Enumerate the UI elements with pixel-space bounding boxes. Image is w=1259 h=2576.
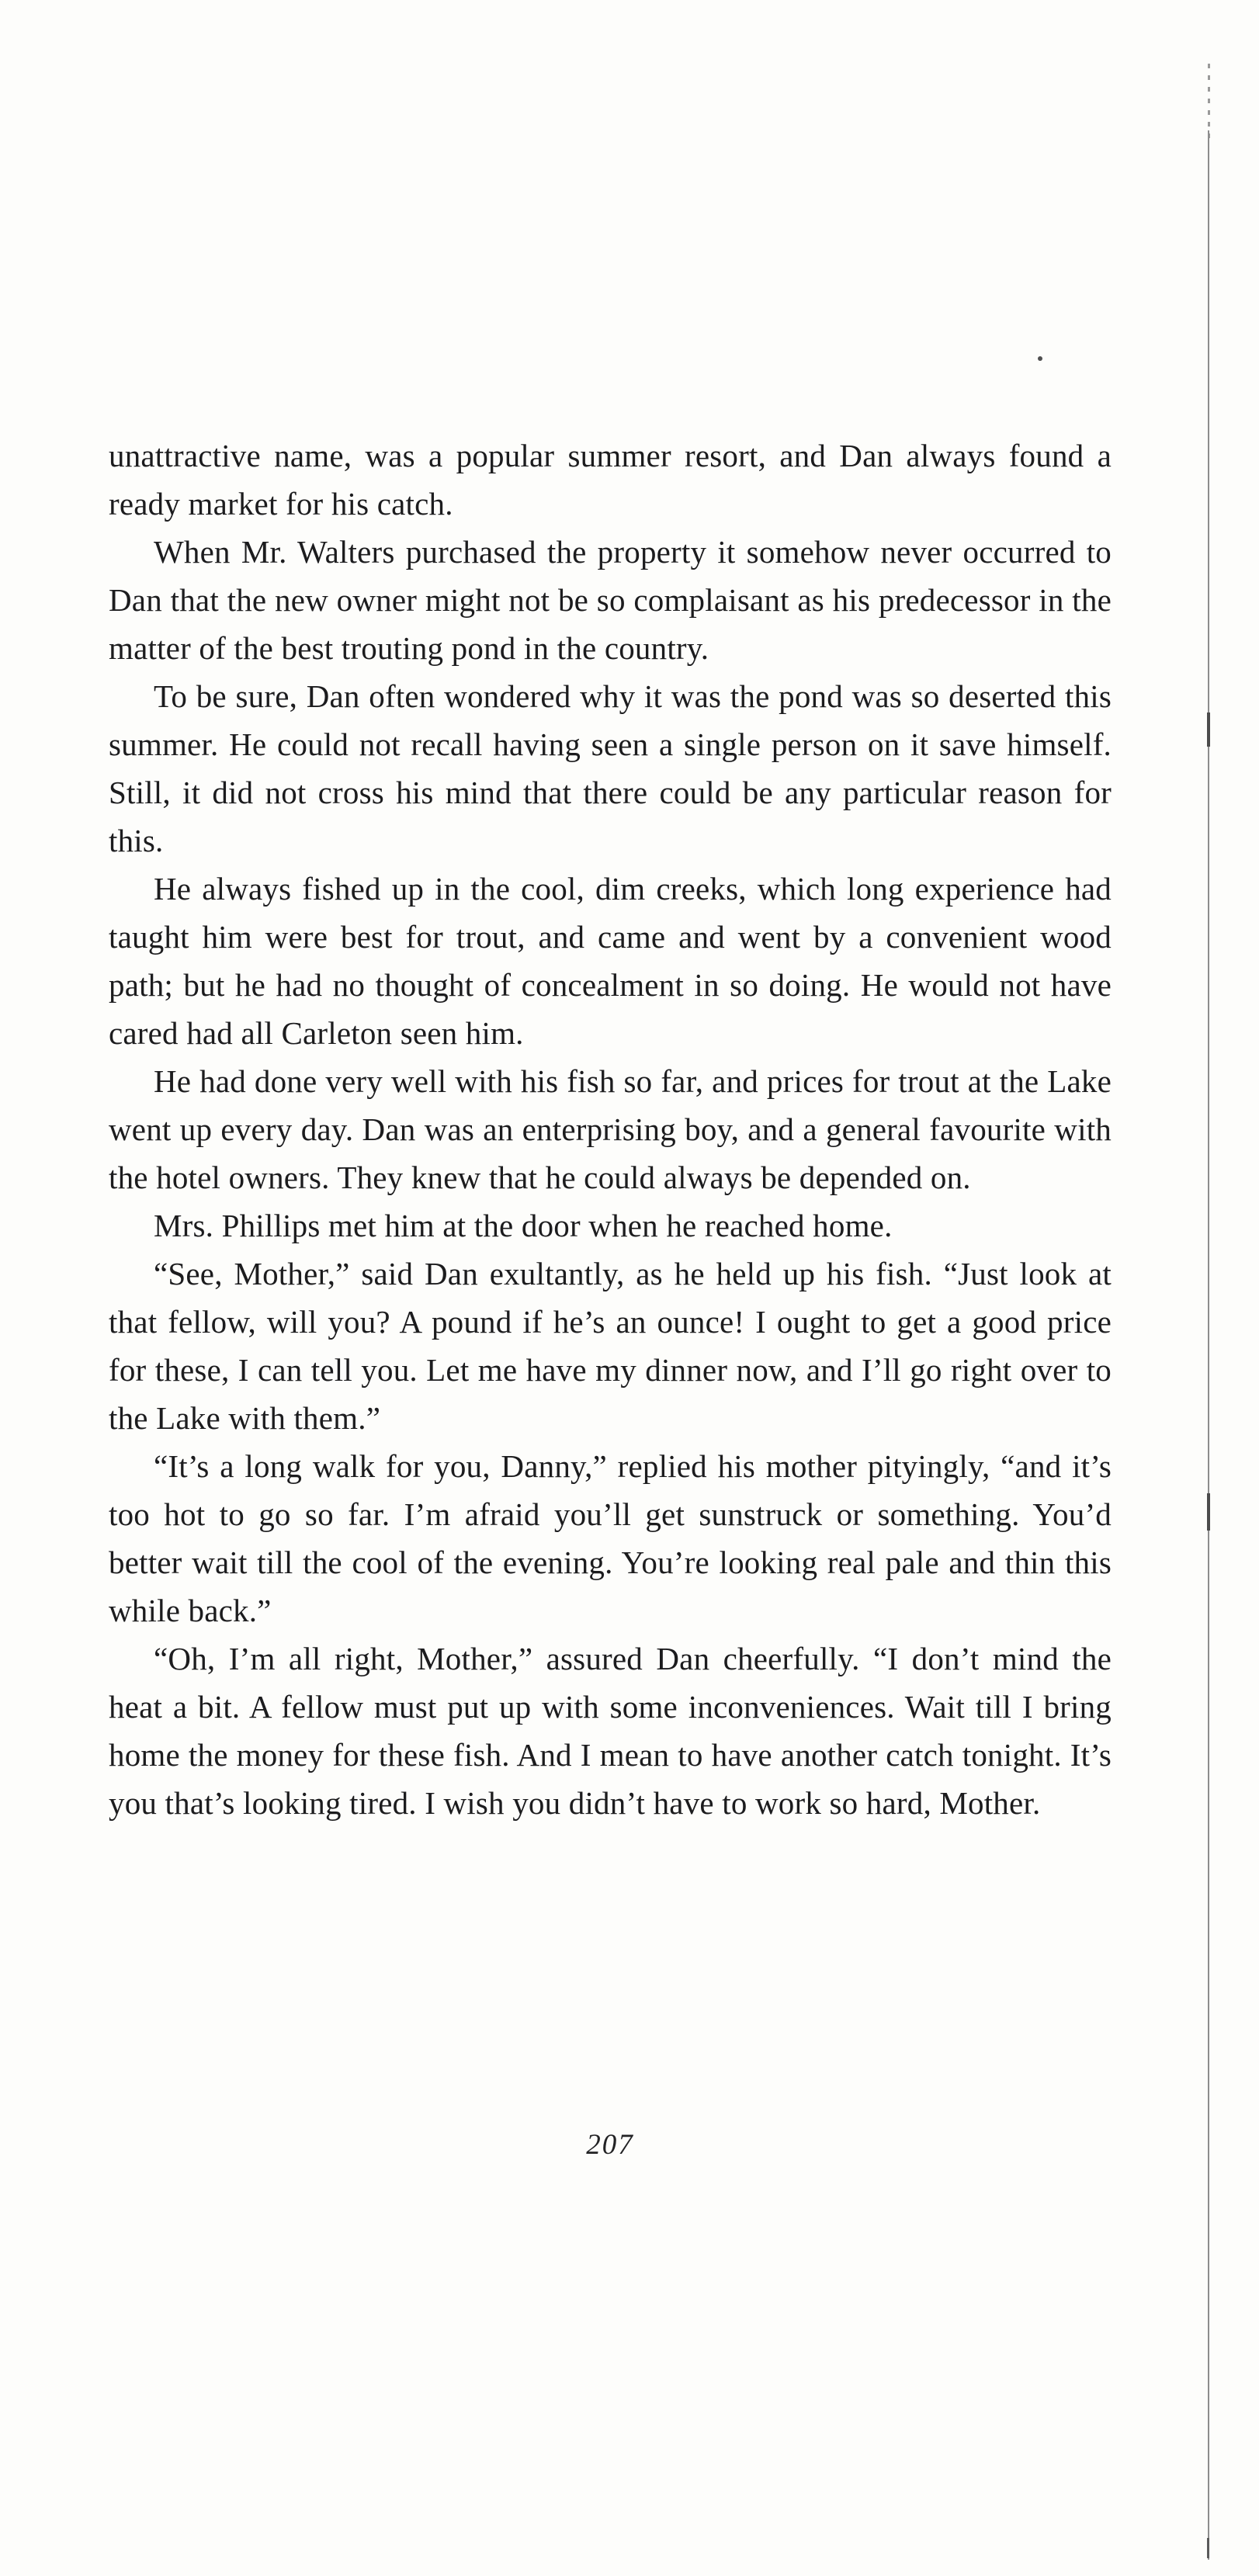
paragraph: To be sure, Dan often wondered why it was the pond was so deserted this summer. He could not recall having seen a single person on it save himself. Still, it did not cross his mind that there could be any particular reason for this.	[109, 678, 1112, 858]
scan-edge-ticks	[1208, 64, 1210, 138]
paragraph: “It’s a long walk for you, Danny,” replied his mother pityingly, “and it’s too hot to go so far. I’m afraid you’ll get sunstruck or something. You’d better wait till the cool of the evening. You’re looking real pale and thin this while back.”	[109, 1448, 1112, 1628]
page-number: 207	[586, 2129, 634, 2161]
paragraph: Mrs. Phillips met him at the door when he reached home.	[154, 1208, 893, 1243]
scan-edge-mark	[1207, 1493, 1210, 1531]
paragraph: “Oh, I’m all right, Mother,” assured Dan cheerfully. “I don’t mind the heat a bit. A fellow must put up with some inconveniences. Wait till I bring home the money for these fish. And I mean to have another catch tonight. It’s you that’s looking tired. I wish you didn’t have to work so hard, Mother.	[109, 1641, 1112, 1821]
page-text	[109, 432, 1112, 1827]
paragraph: unattractive name, was a popular summer resort, and Dan always found a ready market for his catch.	[109, 438, 1112, 522]
paragraph: He had done very well with his fish so far, and prices for trout at the Lake went up every day. Dan was an enterprising boy, and a general favourite with the hotel owners. They knew that he could always be depended on.	[109, 1063, 1112, 1195]
paragraph: When Mr. Walters purchased the property it somehow never occurred to Dan that the new owner might not be so complaisant as his predecessor in the matter of the best trouting pond in the country.	[109, 534, 1112, 666]
scan-speck	[1038, 356, 1042, 361]
paragraph: “See, Mother,” said Dan exultantly, as he held up his fish. “Just look at that fellow, will you? A pound if he’s an ounce! I ought to get a good price for these, I can tell you. Let me have my dinner now, and I’ll go right over to the Lake with them.”	[109, 1256, 1112, 1436]
scan-edge-line	[1208, 130, 1209, 2560]
scan-edge-mark	[1207, 2538, 1209, 2558]
paragraph: He always fished up in the cool, dim creeks, which long experience had taught him were best for trout, and came and went by a convenient wood path; but he had no thought of concealment in so doing. He would not have cared had all Carleton seen him.	[109, 871, 1112, 1051]
scan-edge-mark	[1207, 712, 1210, 747]
